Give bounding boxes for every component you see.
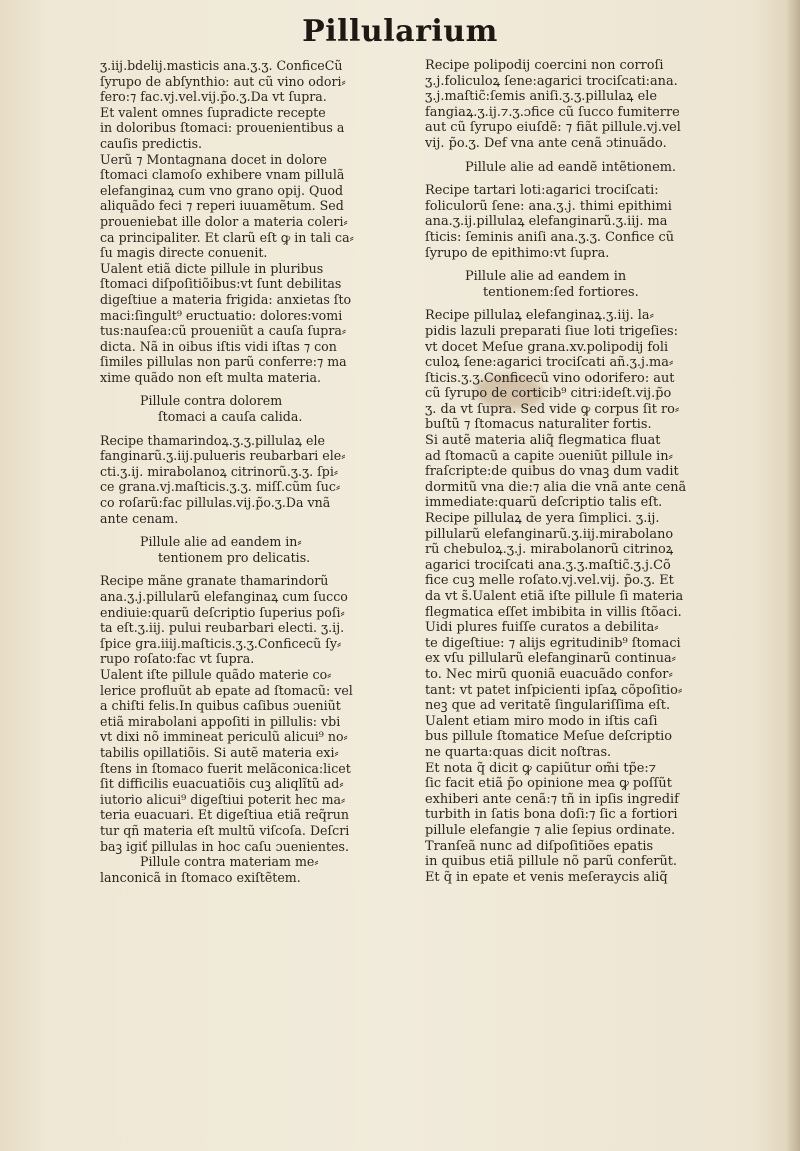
text-line: ſtomaci diſpoſitiõibus:vt ſunt debilitas bbox=[100, 276, 342, 292]
text-line: baꝫ igiť pillulas in hoc caſu ɔuenientes. bbox=[100, 838, 349, 854]
text-line: Recipe tartari loti:agarici trociſcati: bbox=[425, 183, 659, 199]
section-heading: ſtomaci a cauſa calida. bbox=[158, 409, 303, 425]
text-line: agarici trociſcati ana.ʒ.ʒ.maſtic̃.ʒ.j.Cõ bbox=[425, 557, 671, 573]
text-line: Tranſeã nunc ad diſpoſitiões epatis bbox=[425, 838, 654, 854]
text-line: ne quarta:quas dicit noſtras. bbox=[425, 744, 612, 760]
text-line: Recipe pillulaꝝ elefanginaꝝ.ʒ.iij. la⸗ bbox=[425, 308, 654, 324]
text-line: tant: vt patet inſpicienti ipſaꝝ cõpoſitio⸗ bbox=[425, 682, 683, 698]
text-line: in doloribus ſtomaci: prouenientibus a bbox=[100, 120, 345, 136]
section-heading: Pillule contra dolorem bbox=[140, 393, 283, 409]
text-line: te digeſtiue: ⁊ alijs egritudinib⁹ ſtomaci bbox=[425, 635, 681, 651]
running-title: Pillularium bbox=[302, 14, 498, 49]
text-line: aliquãdo feci ⁊ reperi iuuamẽtum. Sed bbox=[100, 198, 344, 214]
text-line: fanginarũ.ʒ.iij.pulueris reubarbari ele⸗ bbox=[100, 448, 346, 464]
right-column bbox=[425, 58, 770, 885]
text-line: ſimiles pillulas non parũ conferre:⁊ ma bbox=[100, 354, 347, 370]
text-line: ana.ʒ.ij.pillulaꝝ elefanginarũ.ʒ.iij. ma bbox=[425, 214, 668, 230]
text-line: neꝫ que ad veritatẽ ſingulariſſima eſt. bbox=[425, 698, 671, 714]
text-line: fero:⁊ fac.vj.vel.vij.p̃o.ʒ.Da vt ſupra. bbox=[100, 89, 327, 105]
text-line: fice cuꝫ melle roſato.vj.vel.vij. p̃o.ʒ. Et bbox=[425, 573, 674, 589]
text-line: ante cenam. bbox=[100, 510, 179, 526]
text-line: etiã mirabolani appoſiti in pillulis: vbi bbox=[100, 713, 341, 729]
text-line: ſyrupo de abſynthio: aut cũ vino odori⸗ bbox=[100, 73, 346, 89]
text-line: buſtũ ⁊ ſtomacus naturaliter fortis. bbox=[425, 417, 652, 433]
text-line: Uidi plures fuiſſe curatos a debilita⸗ bbox=[425, 620, 659, 636]
text-line: lerice profluũt ab epate ad ſtomacũ: vel bbox=[100, 682, 353, 698]
page-edge-shadow bbox=[786, 0, 800, 1151]
text-line: Ualent iſte pillule quãdo materie co⸗ bbox=[100, 666, 332, 682]
text-line: exhiberi ante cenã:⁊ tñ in ipſis ingredif bbox=[425, 791, 679, 807]
text-line: tus:nauſea:cũ proueniũt a cauſa ſupra⸗ bbox=[100, 323, 347, 339]
text-line: tur qñ materia eſt multũ viſcoſa. Deſcri bbox=[100, 822, 350, 838]
text-line: ʒ.iij.bdelij.masticis ana.ʒ.ʒ. ConficeCũ bbox=[100, 58, 343, 73]
text-line: digeſtiue a materia frigida: anxietas ſto bbox=[100, 291, 352, 307]
text-line: ſu magis directe conuenit. bbox=[100, 245, 268, 261]
text-line: vt dixi nõ immineat periculũ alicui⁹ no⸗ bbox=[100, 729, 348, 745]
text-line: ad ſtomacũ a capite ɔueniũt pillule in⸗ bbox=[425, 448, 673, 464]
text-line: flegmatica eſſet imbibita in villis ſtõaci. bbox=[425, 604, 682, 620]
text-line: pillularũ elefanginarũ.ʒ.iij.mirabolano bbox=[425, 526, 674, 542]
text-line: dormitũ vna die:⁊ alia die vnã ante cenã bbox=[425, 479, 687, 495]
text-line: fangiaꝝ.ʒ.ij.⁊.ʒ.ɔfice cũ ſucco fumiterre bbox=[425, 104, 680, 120]
text-line: ʒ. da vt ſupra. Sed vide ꝙ corpus ſit ro⸗ bbox=[425, 401, 680, 417]
text-line: Ualent etiã dicte pillule in pluribus bbox=[100, 260, 324, 276]
text-line: cti.ʒ.ij. mirabolanoꝝ citrinorũ.ʒ.ʒ. ſpi⸗ bbox=[100, 463, 339, 479]
text-line: ex vſu pillularũ elefanginarũ continua⸗ bbox=[425, 651, 676, 667]
text-line: ſticis.ʒ.ʒ.Conficecũ vino odorifero: aut bbox=[425, 370, 675, 386]
text-line: Ualent etiam miro modo in iſtis caſi bbox=[425, 713, 658, 729]
text-line: aut cũ ſyrupo eiuſdẽ: ⁊ fiãt pillule.vj.vel bbox=[425, 120, 681, 136]
text-line: Recipe mãne granate thamarindorũ bbox=[100, 573, 329, 589]
text-line: cũ ſyrupo de corticib⁹ citri:ideſt.vij.p̃o bbox=[425, 386, 672, 402]
section-heading: lanconicã in ſtomaco exiſtẽtem. bbox=[100, 869, 301, 885]
text-line: tabilis opillatiõis. Si autẽ materia exi⸗ bbox=[100, 744, 339, 760]
section-heading: Pillule alie ad eandem in⸗ bbox=[140, 534, 302, 550]
text-line: ta eſt.ʒ.iij. pului reubarbari electi. ʒ.ij. bbox=[100, 620, 345, 636]
text-line: rupo roſato:fac vt ſupra. bbox=[100, 651, 255, 667]
text-line: elefanginaꝝ cum vno grano opij. Quod bbox=[100, 182, 344, 198]
text-line: proueniebat ille dolor a materia coleri⸗ bbox=[100, 213, 348, 229]
text-line: Et valent omnes ſupradicte recepte bbox=[100, 104, 326, 120]
section-heading: Pillule alie ad eandem in bbox=[465, 269, 627, 285]
text-line: pidis lazuli preparati ſiue loti trigeſies: bbox=[425, 323, 678, 339]
text-line: vt docet Meſue grana.xv.polipodij foli bbox=[425, 339, 669, 355]
text-line: Et nota q̃ dicit ꝙ capiũtur om̃i tp̃e:⁊ bbox=[425, 760, 657, 776]
text-line: ſtomaci clamoſo exhibere vnam pillulã bbox=[100, 167, 345, 183]
text-line: co roſarũ:fac pillulas.vij.p̃o.ʒ.Da vnã bbox=[100, 495, 331, 511]
text-line: ʒ.j.foliculoꝝ ſene:agarici trociſcati:ana. bbox=[425, 73, 678, 89]
text-line: Et q̃ in epate et venis meſeraycis aliq̃ bbox=[425, 869, 668, 885]
text-line: Recipe thamarindoꝝ.ʒ.ʒ.pillulaꝝ ele bbox=[100, 432, 325, 448]
text-line: Recipe polipodij coercini non corroſi bbox=[425, 58, 664, 73]
section-heading: Pillule alie ad eandẽ intẽtionem. bbox=[465, 159, 677, 175]
text-line: in quibus etiã pillule nõ parũ conferũt. bbox=[425, 854, 678, 870]
text-line: to. Nec mirũ quoniã euacuãdo confor⸗ bbox=[425, 666, 673, 682]
text-line: rũ chebuloꝝ.ʒ.j. mirabolanorũ citrinoꝝ bbox=[425, 542, 674, 558]
section-heading: tentionem:ſed fortiores. bbox=[483, 284, 639, 300]
text-line: ſticis: ſeminis aniſi ana.ʒ.ʒ. Confice cũ bbox=[425, 229, 675, 245]
text-line: cauſis predictis. bbox=[100, 135, 203, 151]
text-line: teria euacuari. Et digeſtiua etiã req̃run bbox=[100, 807, 349, 823]
text-line: maci:ſingult⁹ eructuatio: dolores:vomi bbox=[100, 307, 343, 323]
text-line: foliculorũ ſene: ana.ʒ.j. thimi epithimi bbox=[425, 198, 672, 214]
text-line: iutorio alicui⁹ digeſtiui poterit hec ma⸗ bbox=[100, 791, 346, 807]
text-line: ſic facit etiã p̃o opinione mea ꝙ poſſũt bbox=[425, 776, 672, 792]
text-line: turbith in ſatis bona doſi:⁊ ſic a fortiori bbox=[425, 807, 678, 823]
text-line: culoꝝ ſene:agarici trociſcati añ.ʒ.j.ma⸗ bbox=[425, 355, 674, 371]
text-line: da vt s̃.Ualent etiã iſte pillule ſi materia bbox=[425, 589, 684, 604]
text-line: ana.ʒ.j.pillularũ elefanginaꝝ cum ſucco bbox=[100, 589, 348, 604]
text-line: ſtens in ſtomaco fuerit melãconica:licet bbox=[100, 760, 351, 776]
text-line: ca principaliter. Et clarũ eſt ꝙ in tali ca⸗ bbox=[100, 229, 354, 245]
text-line: Recipe pillulaꝝ de yera ſimplici. ʒ.ij. bbox=[425, 511, 660, 527]
text-line: Uerũ ⁊ Montagnana docet in dolore bbox=[100, 151, 328, 167]
text-line: dicta. Nã in oibus iſtis vidi iſtas ⁊ con bbox=[100, 338, 337, 354]
text-line: endiuie:quarũ deſcriptio ſuperius poſi⸗ bbox=[100, 604, 345, 620]
text-line: ſit difficilis euacuatiõis cuꝫ aliqlı̃tũ ad⸗ bbox=[100, 776, 344, 792]
text-line: ſyrupo de epithimo:vt ſupra. bbox=[425, 245, 610, 261]
text-line: immediate:quarũ deſcriptio talis eſt. bbox=[425, 495, 663, 511]
text-line: pillule elefangie ⁊ alie ſepius ordinate. bbox=[425, 822, 676, 838]
text-line: xime quãdo non eſt multa materia. bbox=[100, 369, 322, 385]
text-line: a chiſti felis.In quibus caſibus ɔueniũt bbox=[100, 698, 341, 714]
text-line: bus pillule ſtomatice Meſue deſcriptio bbox=[425, 729, 673, 745]
section-heading: tentionem pro delicatis. bbox=[158, 549, 311, 565]
text-line: fraſcripte:de quibus do vnaꝫ dum vadit bbox=[425, 464, 679, 480]
text-line: vij. p̃o.ʒ. Def vna ante cenã ɔtinuãdo. bbox=[425, 135, 667, 151]
text-line: ce grana.vj.maſticis.ʒ.ʒ. miſſ.cũm ſuc⸗ bbox=[100, 479, 341, 495]
left-column bbox=[100, 58, 415, 885]
section-heading: Pillule contra materiam me⸗ bbox=[140, 854, 319, 870]
text-line: ʒ.j.maſtic̃:ſemis aniſi.ʒ.ʒ.pillulaꝝ ele bbox=[425, 89, 657, 105]
text-line: ſpice gra.iiij.maſticis.ʒ.ʒ.Conficecũ ſy⸗ bbox=[100, 635, 342, 651]
text-line: Si autẽ materia aliq̃ flegmatica fluat bbox=[425, 433, 661, 449]
